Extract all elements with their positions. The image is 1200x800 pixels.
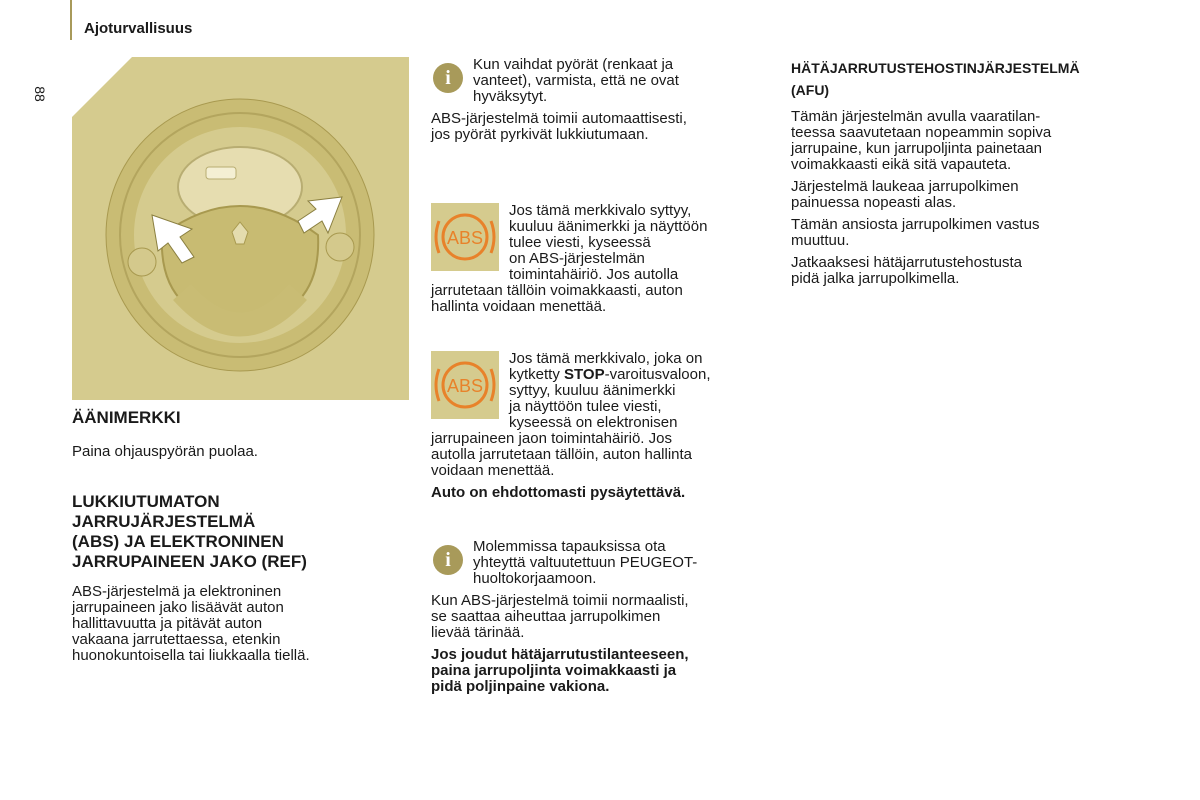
abs-warning-light-icon [431, 203, 499, 271]
text-line: Jos tämä merkkivalo, joka on [509, 350, 703, 367]
abs-heading [72, 492, 412, 572]
text-line: Jos tämä merkkivalo syttyy, [509, 202, 692, 219]
text-line: syttyy, kuuluu äänimerkki [509, 382, 676, 399]
text-line: vanteet), varmista, että ne ovat [473, 72, 679, 89]
text-line: hallinta voidaan menettää. [431, 298, 607, 315]
emergency-braking-text [431, 647, 771, 695]
stop-warning-text: Auto on ehdottomasti pysäytettävä. [431, 484, 686, 501]
text-line: kyseessä on elektronisen [509, 414, 678, 431]
abs-warning-block [431, 203, 771, 315]
horn-text: Paina ohjauspyörän puolaa. [72, 443, 258, 460]
ref-warning-block [431, 351, 771, 479]
abs-icon-text: ABS [446, 228, 484, 248]
normal-operation-text [431, 593, 771, 641]
steering-wheel-illustration [72, 57, 409, 400]
abs-icon-text: ABS [446, 376, 484, 396]
afu-paragraph-2 [791, 179, 1131, 211]
text-line: painuessa nopeasti alas. [791, 194, 957, 211]
ref-warning-light-icon [431, 351, 499, 419]
text-line: voidaan menettää. [431, 462, 555, 479]
text-line: pidä poljinpaine vakiona. [431, 678, 610, 695]
column-3 [791, 57, 1131, 293]
text-line: pidä jalka jarrupolkimella. [791, 270, 960, 287]
text-line: toimintahäiriö. Jos autolla [509, 266, 679, 283]
text-line: jarrutetaan tällöin voimakkaasti, auton [431, 282, 683, 299]
text-line: huoltokorjaamoon. [473, 570, 597, 587]
text-line: Jos joudut hätäjarrutustilanteeseen, [431, 646, 689, 663]
text-line: se saattaa aiheuttaa jarrupolkimen [431, 608, 661, 625]
text-line: Kun vaihdat pyörät (renkaat ja [473, 56, 674, 73]
text-line: hallittavuutta ja pitävät auton [72, 615, 263, 632]
text-line: Molemmissa tapauksissa ota [473, 538, 666, 555]
text-line: jos pyörät pyrkivät lukkiutumaan. [431, 126, 649, 143]
text-line: voimakkaasti eikä sitä vapauteta. [791, 156, 1012, 173]
stop-label: STOP [564, 366, 605, 383]
afu-paragraph-1 [791, 109, 1131, 173]
heading-line: HÄTÄJARRUTUSTEHOSTINJÄRJESTELMÄ [791, 60, 1080, 76]
text-line: -varoitusvaloon, [604, 366, 711, 383]
section-title: Ajoturvallisuus [84, 20, 193, 37]
text-line: Tämän järjestelmän avulla vaaratilan- [791, 108, 1041, 125]
afu-paragraph-3 [791, 217, 1131, 249]
text-line: jarrupaineen jako lisäävät auton [72, 599, 284, 616]
text-line: kuuluu äänimerkki ja näyttöön [509, 218, 708, 235]
text-line: ja näyttöön tulee viesti, [509, 398, 662, 415]
abs-heading-line: JARRUJÄRJESTELMÄ [72, 512, 256, 531]
afu-heading [791, 57, 1131, 101]
text-line: jarrupaine, kun jarrupoljinta painetaan [791, 140, 1043, 157]
abs-heading-line: (ABS) JA ELEKTRONINEN [72, 532, 284, 551]
text-line: jarrupaineen jaon toimintahäiriö. Jos [431, 430, 672, 447]
page-number: 88 [31, 86, 48, 102]
info-icon: i [433, 545, 463, 575]
text-line: Järjestelmä laukeaa jarrupolkimen [791, 178, 1019, 195]
text-line: on ABS-järjestelmän [509, 250, 645, 267]
abs-description [72, 584, 412, 664]
text-line: ABS-järjestelmä toimii automaattisesti, [431, 110, 687, 127]
text-line: Jatkaaksesi hätäjarrutustehostusta [791, 254, 1022, 271]
text-line: autolla jarrutetaan tällöin, auton hallinta [431, 446, 693, 463]
text-line: yhteyttä valtuutettuun PEUGEOT- [473, 554, 698, 571]
column-1 [72, 57, 412, 670]
text-line: muuttuu. [791, 232, 850, 249]
abs-auto-text [431, 111, 771, 143]
horn-heading: ÄÄNIMERKKI [72, 408, 181, 427]
text-line: paina jarrupoljinta voimakkaasti ja [431, 662, 677, 679]
column-2 [431, 57, 771, 701]
abs-heading-line: LUKKIUTUMATON [72, 492, 220, 511]
text-line: Tämän ansiosta jarrupolkimen vastus [791, 216, 1040, 233]
text-line: tulee viesti, kyseessä [509, 234, 651, 251]
abs-heading-line: JARRUPAINEEN JAKO (REF) [72, 552, 307, 571]
text-line: Kun ABS-järjestelmä toimii normaalisti, [431, 592, 689, 609]
section-rule [70, 0, 72, 40]
text-line: huonokuntoisella tai liukkaalla tiellä. [72, 647, 310, 664]
heading-line: (AFU) [791, 82, 830, 98]
text-line: hyväksytyt. [473, 88, 548, 105]
wheel-change-note [431, 57, 771, 105]
text-line: ABS-järjestelmä ja elektroninen [72, 583, 282, 600]
dealer-note [431, 539, 771, 587]
info-icon: i [433, 63, 463, 93]
text-line: vakaana jarrutettaessa, etenkin [72, 631, 281, 648]
text-line: lievää tärinää. [431, 624, 525, 641]
text-line: kytketty [509, 366, 565, 383]
afu-paragraph-4 [791, 255, 1131, 287]
text-line: teessa saavutetaan nopeammin sopiva [791, 124, 1052, 141]
